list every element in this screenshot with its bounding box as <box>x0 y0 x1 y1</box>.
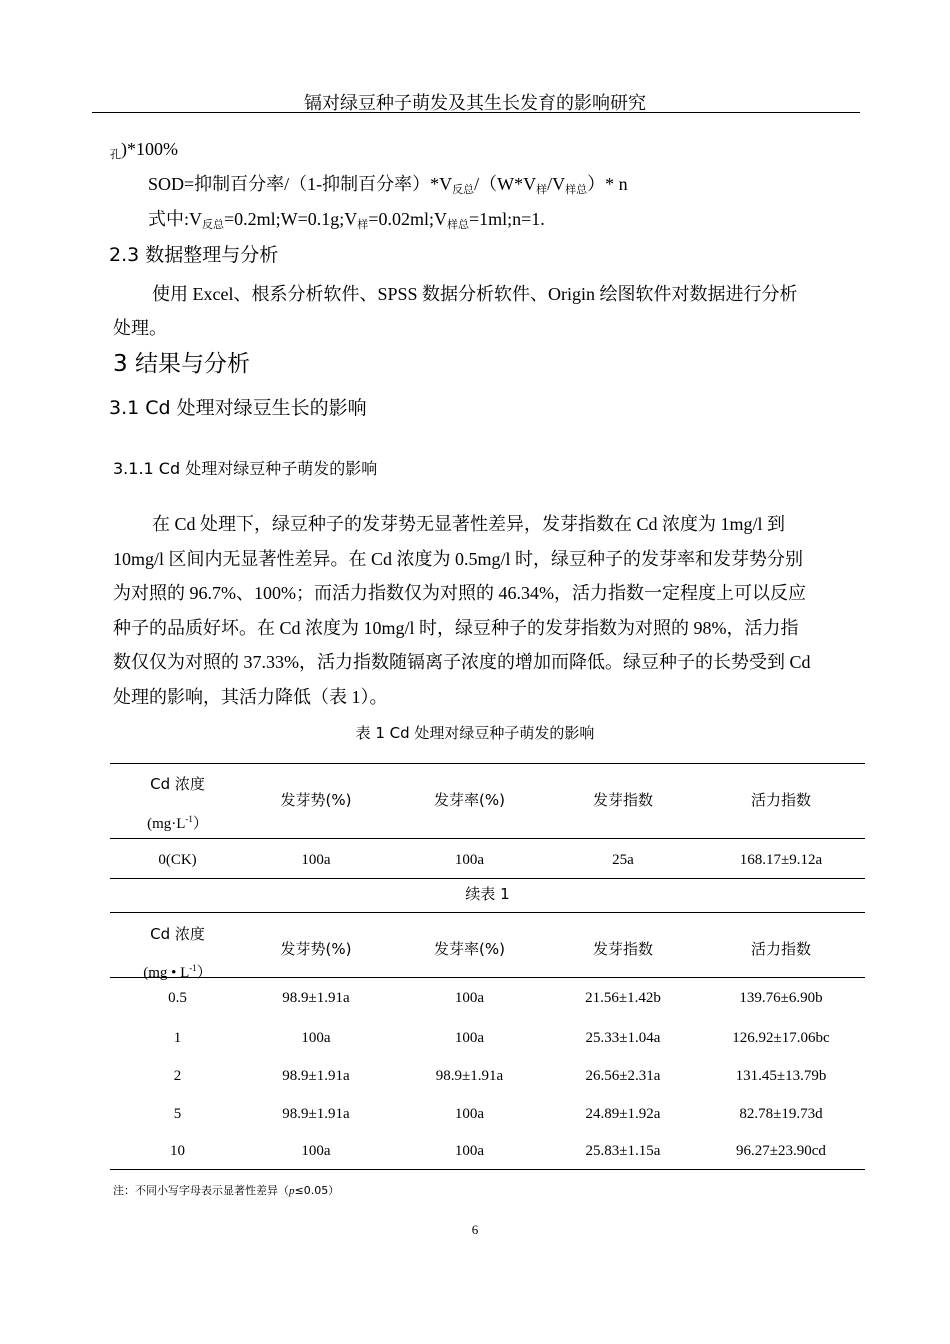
table-cell: 100a <box>301 1143 331 1159</box>
table-cell: 82.78±19.73d <box>739 1106 823 1122</box>
unit-text: ） <box>196 965 212 981</box>
page-number: 6 <box>471 1222 479 1237</box>
formula-text: /V <box>547 174 566 194</box>
formula-sub: 样 <box>536 184 548 196</box>
table-header-cd-unit <box>115 958 240 983</box>
table-header-germination-energy: 发芽势(%) <box>280 940 352 958</box>
table-cell: 139.76±6.90b <box>739 990 823 1006</box>
section-3-1-heading: 3.1 Cd 处理对绿豆生长的影响 <box>109 397 367 419</box>
table-cell: 1 <box>173 1030 182 1046</box>
formula-sub: 样总 <box>446 219 469 231</box>
formula-text: =0.02ml;V <box>368 209 447 229</box>
formula-text: ）* n <box>587 174 628 194</box>
table-header-vigor-index: 活力指数 <box>750 791 811 809</box>
note-p-symbol: p <box>289 1185 295 1197</box>
table-cell: 0.5 <box>168 990 187 1006</box>
table-header-germination-index: 发芽指数 <box>592 791 653 809</box>
table-continued-label: 续表 1 <box>465 885 510 903</box>
table-cell: 24.89±1.92a <box>585 1106 661 1122</box>
table-cell: 2 <box>173 1068 182 1084</box>
formula-sub: 样 <box>357 219 369 231</box>
body-line-1: 在 Cd 处理下，绿豆种子的发芽势无显著性差异，发芽指数在 Cd 浓度为 1mg/l 到 <box>152 514 786 534</box>
table-cell: 100a <box>454 1143 485 1159</box>
formula-text: =1ml;n=1. <box>468 209 545 229</box>
formula-sub: 反总 <box>452 184 475 196</box>
body-line-5: 数仅仅为对照的 37.33%，活力指数随镉离子浓度的增加而降低。绿豆种子的长势受到 Cd <box>113 652 811 672</box>
table-cell: 131.45±13.79b <box>735 1068 827 1084</box>
table-cell: 100a <box>454 990 485 1006</box>
table-caption: 表 1 Cd 处理对绿豆种子萌发的影响 <box>355 724 595 742</box>
table-header-rule <box>110 838 865 839</box>
note-text: ≤0.05） <box>294 1184 340 1197</box>
table-cell: 25a <box>612 852 634 868</box>
table-cell: 168.17±9.12a <box>739 852 823 868</box>
section-2-3-paragraph-line-1: 使用 Excel、根系分析软件、SPSS 数据分析软件、Origin 绘图软件对数据进行分析 <box>152 284 798 304</box>
table-header-germination-index: 发芽指数 <box>592 940 653 958</box>
formula-line-0 <box>110 137 178 167</box>
table-cell: 100a <box>454 852 485 868</box>
table-header-rule <box>110 977 865 978</box>
table-header-vigor-index: 活力指数 <box>750 940 811 958</box>
formula-sub: 样总 <box>565 184 588 196</box>
table-cell: 0(CK) <box>158 852 197 868</box>
header-rule <box>92 112 860 113</box>
table-cell: 126.92±17.06bc <box>732 1030 830 1046</box>
table-cell: 5 <box>173 1106 182 1122</box>
formula-text: SOD=抑制百分率/（1-抑制百分率）*V <box>148 174 453 194</box>
table-cell: 100a <box>301 1030 331 1046</box>
table-cell: 10 <box>170 1143 185 1159</box>
table-cell: 98.9±1.91a <box>282 990 350 1006</box>
formula-text: )*100% <box>121 139 178 159</box>
body-line-4: 种子的品质好坏。在 Cd 浓度为 10mg/l 时，绿豆种子的发芽指数为对照的 98%，活力指 <box>113 618 799 638</box>
table-top-rule <box>110 763 865 764</box>
table-cell: 100a <box>301 852 331 868</box>
table-header-cd-unit <box>115 809 240 834</box>
table-cell: 98.9±1.91a <box>282 1106 350 1122</box>
note-text: 注：不同小写字母表示显著性差异（ <box>113 1184 289 1197</box>
formula-where <box>148 207 545 237</box>
unit-sup: -1 <box>185 814 193 824</box>
section-3-heading: 3 结果与分析 <box>113 351 250 377</box>
table-header-germination-rate: 发芽率(%) <box>434 940 505 958</box>
unit-text: (mg • L <box>143 965 190 981</box>
table-cell: 100a <box>454 1106 485 1122</box>
section-3-1-1-heading: 3.1.1 Cd 处理对绿豆种子萌发的影响 <box>113 459 378 478</box>
formula-sub: 孔 <box>110 149 121 161</box>
table-part-a-bottom-rule <box>110 878 865 879</box>
formula-text: 式中:V <box>148 209 202 229</box>
body-line-2: 10mg/l 区间内无显著性差异。在 Cd 浓度为 0.5mg/l 时，绿豆种子的发芽率和发芽势分别 <box>113 549 804 569</box>
unit-sup: -1 <box>189 963 197 973</box>
formula-text: /（W*V <box>474 174 537 194</box>
table-header-cd-concentration: Cd 浓度 <box>150 925 205 943</box>
table-cell: 25.83±1.15a <box>585 1143 661 1159</box>
table-header-germination-rate: 发芽率(%) <box>434 791 505 809</box>
table-bottom-rule <box>110 1169 865 1170</box>
table-cell: 98.9±1.91a <box>435 1068 504 1084</box>
table-cell: 26.56±2.31a <box>585 1068 661 1084</box>
page-header-title: 镉对绿豆种子萌发及其生长发育的影响研究 <box>304 93 646 113</box>
table-cell: 100a <box>454 1030 485 1046</box>
table-continued-top-rule <box>110 912 865 913</box>
body-line-6: 处理的影响，其活力降低（表 1）。 <box>113 687 388 707</box>
section-2-3-heading: 2.3 数据整理与分析 <box>109 244 279 266</box>
unit-text: (mg·L <box>147 816 186 832</box>
body-line-3: 为对照的 96.7%、100%；而活力指数仅为对照的 46.34%，活力指数一定程度上可以反应 <box>113 583 806 603</box>
table-cell: 21.56±1.42b <box>585 990 661 1006</box>
formula-text: =0.2ml;W=0.1g;V <box>224 209 358 229</box>
formula-sub: 反总 <box>202 219 224 231</box>
sod-formula <box>148 172 628 202</box>
table-header-cd-concentration: Cd 浓度 <box>150 775 205 793</box>
table-cell: 98.9±1.91a <box>282 1068 350 1084</box>
table-cell: 96.27±23.90cd <box>736 1143 826 1159</box>
unit-text: ） <box>192 816 208 832</box>
table-cell: 25.33±1.04a <box>585 1030 661 1046</box>
table-note <box>113 1182 339 1198</box>
section-2-3-paragraph-line-2: 处理。 <box>113 318 167 338</box>
table-header-germination-energy: 发芽势(%) <box>280 791 352 809</box>
